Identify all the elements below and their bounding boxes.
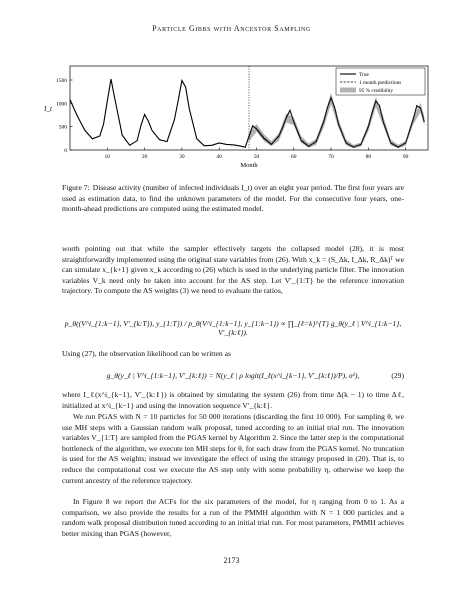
x-tick-label: 90 <box>402 154 409 160</box>
x-tick-label: 80 <box>365 154 372 160</box>
paragraph-4: We run PGAS with N = 10 particles for 50 000 iterations (discarding the first 10 000). For sampling θ, we use MH steps with a Gaussian random walk proposal, tuned according to an initial trial run. The innovation variables V_{1:T} are sampled from the PGAS kernel by Algorithm 2. Since the latter step is the computational bottleneck of the algorithm, we execute ten MH steps for θ, for each draw from the PGAS kernel. No truncation is used for the AS weights; instead we investigate the effect of using the strategy proposed in (20). That is, to reduce the computational cost we execute the AS step only with some probability η, otherwise we keep the current ancestry of the reference trajectory. <box>62 412 404 485</box>
paragraph-5: In Figure 8 we report the ACFs for the six parameters of the model, for η ranging from 0 to 1. As a comparison, we also provide the results for a run of the PMMH algorithm with N = 1 000 particles and a random walk proposal distribution tuned according to an initial trial run. For most parameters, PMMH achieves better mixing than PGAS (however, <box>62 497 404 538</box>
y-tick-label: 0 <box>64 148 67 154</box>
x-tick-label: 30 <box>179 154 185 160</box>
caption-label: Figure 7: <box>62 183 90 192</box>
y-tick-label: 1500 <box>56 78 67 84</box>
x-tick-label: 10 <box>104 154 111 160</box>
x-tick-label: 50 <box>253 154 260 160</box>
y-axis-label: I_t <box>44 105 52 113</box>
x-tick-label: 20 <box>141 154 148 160</box>
x-tick-label: 70 <box>328 154 334 160</box>
equation-ratio: p_θ((V^i_{1:k−1}, V′_{k:T}), y_{1:T}) / p_θ(V^i_{1:k−1}, y_{1:k−1}) ∝ ∏_{ℓ=k}^{T} g_θ(y_ℓ | V^i_{1:k−1}, V′_{k:ℓ}). <box>64 319 402 337</box>
figure-caption <box>62 183 404 215</box>
page-number: 2173 <box>223 556 240 565</box>
running-header: Particle Gibbs with Ancestor Sampling <box>152 24 311 33</box>
x-tick-label: 40 <box>216 154 222 160</box>
legend-label: True <box>359 72 369 78</box>
paragraph-2: Using (27), the observation likelihood can be written as <box>62 349 231 358</box>
x-axis-label: Month <box>240 162 258 169</box>
paragraph-1: worth pointing out that while the sampler effectively targets the collapsed model (28), it is most straightforwardly implemented using the original state variables from (26). With x_k = (S_Δk, I_Δk, R_Δk)ᵀ we can simulate x_{k+1} given x_k according to (26) which is used in the underlying particle filter. The innovation variables V_k need only be taken into account for the AS step. Let V′_{1:T} be the reference innovation trajectory. To compute the AS weights (3) we need to evaluate the ratios, <box>62 244 404 296</box>
legend-swatch-band <box>340 88 356 93</box>
legend <box>336 68 425 95</box>
legend-label: 95 % credibility <box>359 88 394 94</box>
equation-likelihood: g_θ(y_ℓ | V^i_{1:k−1}, V′_{k:ℓ}) = N(y_ℓ | ρ logit(I_ℓ(x^i_{k−1}, V′_{k:ℓ})/P), σ²), (29) <box>106 371 404 380</box>
legend-label: 1 month predictions <box>359 80 402 86</box>
y-tick-label: 1000 <box>56 101 67 108</box>
paragraph-3: where I_ℓ(x^i_{k−1}, V′_{k:ℓ}) is obtained by simulating the system (26) from time Δ(k − 1) to time Δℓ, initialized at x^i_{k−1} and using the innovation sequence V′_{k:ℓ}. <box>62 390 404 410</box>
disease-activity-chart <box>36 62 436 177</box>
y-tick-label: 500 <box>58 124 67 131</box>
x-tick-label: 60 <box>291 154 297 160</box>
equation-number: (29) <box>391 371 404 380</box>
caption-text: Disease activity (number of infected individuals I_t) over an eight year period. The first four years are used as estimation data, to find the unknown parameters of the model. For the consecutive four years, one-month-ahead predictions are computed using the estimated model. <box>62 183 404 214</box>
